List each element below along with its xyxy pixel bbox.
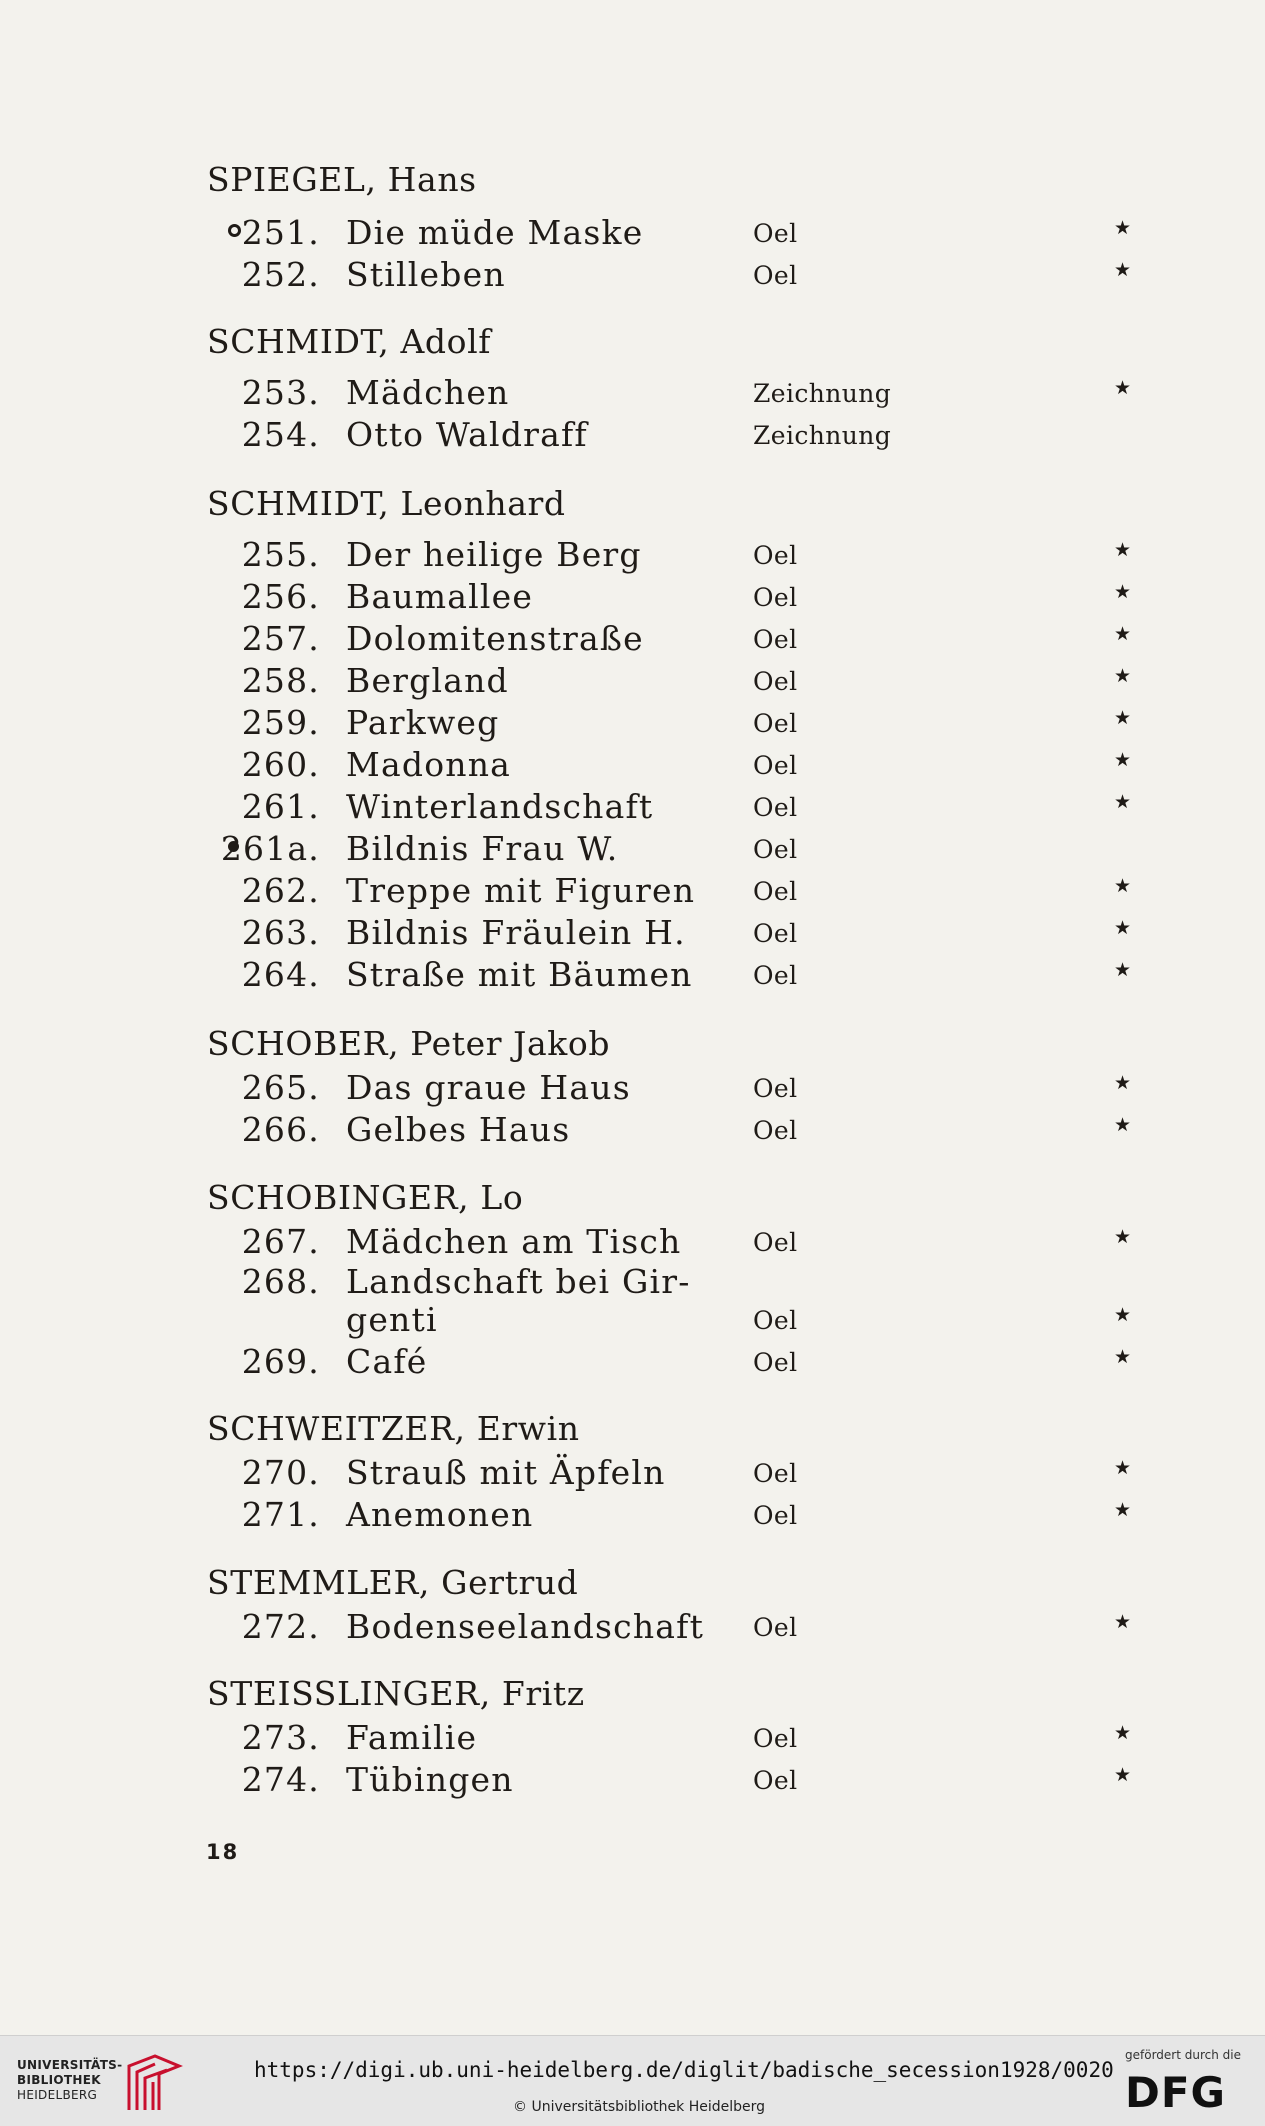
star-icon: ★	[1114, 581, 1133, 603]
entry-number: 261.	[241, 787, 320, 826]
entry-medium: Oel	[753, 1724, 798, 1753]
entry-title: Café	[346, 1342, 428, 1381]
entry-title: Gelbes Haus	[346, 1110, 571, 1149]
library-name-line: UNIVERSITÄTS-	[17, 2058, 123, 2072]
viewer-footer	[0, 2035, 1265, 2126]
entry-medium: Oel	[753, 1766, 798, 1795]
star-icon: ★	[1114, 875, 1133, 897]
star-icon: ★	[1114, 1304, 1133, 1326]
catalog-entry	[0, 745, 1265, 789]
entry-medium: Oel	[753, 1228, 798, 1257]
entry-title: Baumallee	[346, 577, 534, 616]
entry-title: Otto Waldraff	[346, 415, 588, 454]
artist-heading: SCHMIDT, Leonhard	[207, 484, 566, 523]
entry-medium: Oel	[753, 1501, 798, 1530]
catalog-entry	[0, 213, 1265, 257]
entry-title: Dolomitenstraße	[346, 619, 644, 658]
entry-number: 270.	[241, 1453, 320, 1492]
entry-medium: Oel	[753, 625, 798, 654]
entry-number: 262.	[241, 871, 320, 910]
star-icon: ★	[1114, 217, 1133, 239]
entry-number: 271.	[241, 1495, 320, 1534]
star-icon: ★	[1114, 917, 1133, 939]
star-icon: ★	[1114, 1114, 1133, 1136]
entry-medium: Oel	[753, 1348, 798, 1377]
entry-title: Bildnis Frau W.	[346, 829, 619, 868]
dfg-funding[interactable]	[1125, 2048, 1255, 2118]
catalog-entry	[0, 1068, 1265, 1112]
entry-number: 256.	[241, 577, 320, 616]
catalog-entry	[0, 373, 1265, 417]
entry-number: 251.	[241, 213, 320, 252]
entry-medium: Zeichnung	[753, 379, 892, 408]
entry-number: 255.	[241, 535, 320, 574]
entry-medium: Zeichnung	[753, 421, 892, 450]
catalog-entry	[0, 1760, 1265, 1804]
star-icon: ★	[1114, 1499, 1133, 1521]
entry-medium: Oel	[753, 961, 798, 990]
entry-number: 272.	[241, 1607, 320, 1646]
entry-medium: Oel	[753, 709, 798, 738]
library-logo[interactable]	[17, 2058, 177, 2118]
dfg-caption: gefördert durch die	[1125, 2048, 1241, 2062]
entry-number: 267.	[241, 1222, 320, 1261]
star-icon: ★	[1114, 665, 1133, 687]
entry-title: Parkweg	[346, 703, 500, 742]
entry-title: Familie	[346, 1718, 478, 1757]
entry-number: 269.	[241, 1342, 320, 1381]
entry-medium: Oel	[753, 1459, 798, 1488]
page-number: 18	[206, 1840, 240, 1864]
entry-title: Der heilige Berg	[346, 535, 642, 574]
entry-medium: Oel	[753, 583, 798, 612]
entry-medium: Oel	[753, 1116, 798, 1145]
star-icon: ★	[1114, 1346, 1133, 1368]
catalog-entry	[0, 1222, 1265, 1266]
entry-medium: Oel	[753, 219, 798, 248]
artist-heading: SCHOBER, Peter Jakob	[207, 1024, 611, 1063]
entry-title: Mädchen am Tisch	[346, 1222, 682, 1261]
artist-heading: SCHOBINGER, Lo	[207, 1178, 524, 1217]
star-icon: ★	[1114, 1072, 1133, 1094]
artist-heading: SCHWEITZER, Erwin	[207, 1409, 580, 1448]
star-icon: ★	[1114, 623, 1133, 645]
entry-medium: Oel	[753, 1613, 798, 1642]
entry-number: 253.	[241, 373, 320, 412]
entry-number: 257.	[241, 619, 320, 658]
star-icon: ★	[1114, 539, 1133, 561]
entry-medium: Oel	[753, 835, 798, 864]
entry-number: 261a.	[220, 829, 320, 868]
library-name-line: BIBLIOTHEK	[17, 2073, 101, 2087]
catalog-entry	[0, 619, 1265, 663]
entry-title: Tübingen	[346, 1760, 514, 1799]
catalog-entry	[0, 913, 1265, 957]
entry-title: Winterlandschaft	[346, 787, 654, 826]
library-emblem-icon	[125, 2052, 183, 2114]
entry-title: Stilleben	[346, 255, 506, 294]
catalog-entry	[0, 661, 1265, 705]
star-icon: ★	[1114, 377, 1133, 399]
catalog-entry	[0, 535, 1265, 579]
entry-title: Bergland	[346, 661, 509, 700]
entry-number: 252.	[241, 255, 320, 294]
artist-heading: STEMMLER, Gertrud	[207, 1563, 579, 1602]
entry-number: 259.	[241, 703, 320, 742]
star-icon: ★	[1114, 749, 1133, 771]
catalog-entry	[0, 255, 1265, 299]
copyright-notice: © Universitätsbibliothek Heidelberg	[513, 2099, 766, 2115]
entry-number: 266.	[241, 1110, 320, 1149]
entry-number: 260.	[241, 745, 320, 784]
entry-title: Strauß mit Äpfeln	[346, 1453, 666, 1492]
star-icon: ★	[1114, 1457, 1133, 1479]
entry-title: Mädchen	[346, 373, 510, 412]
catalog-entry	[0, 829, 1265, 873]
star-icon: ★	[1114, 1611, 1133, 1633]
entry-medium: Oel	[753, 877, 798, 906]
entry-number: 263.	[241, 913, 320, 952]
entry-number: 268.	[241, 1262, 320, 1301]
catalog-entry	[0, 787, 1265, 831]
star-icon: ★	[1114, 1722, 1133, 1744]
star-icon: ★	[1114, 959, 1133, 981]
entry-medium: Oel	[753, 541, 798, 570]
artist-heading: SPIEGEL, Hans	[207, 160, 477, 199]
star-icon: ★	[1114, 707, 1133, 729]
artist-heading: STEISSLINGER, Fritz	[207, 1674, 585, 1713]
catalog-entry	[0, 1495, 1265, 1539]
catalog-entry	[0, 577, 1265, 621]
entry-title: Das graue Haus	[346, 1068, 631, 1107]
library-name-line: HEIDELBERG	[17, 2088, 98, 2102]
dfg-logo: DFG	[1125, 2068, 1227, 2117]
catalog-entry	[0, 1607, 1265, 1651]
entry-number: 273.	[241, 1718, 320, 1757]
artist-heading: SCHMIDT, Adolf	[207, 322, 492, 361]
entry-number: 254.	[241, 415, 320, 454]
entry-title: Anemonen	[346, 1495, 534, 1534]
catalog-entry	[0, 1110, 1265, 1154]
entry-number: 265.	[241, 1068, 320, 1107]
entry-medium: Oel	[753, 1306, 798, 1335]
catalog-entry	[0, 1453, 1265, 1497]
entry-title: Bildnis Fräulein H.	[346, 913, 686, 952]
catalog-entry	[0, 1342, 1265, 1386]
star-icon: ★	[1114, 1226, 1133, 1248]
catalog-entry	[0, 1262, 1265, 1346]
entry-title: Madonna	[346, 745, 512, 784]
entry-medium: Oel	[753, 261, 798, 290]
entry-number: 264.	[241, 955, 320, 994]
entry-medium: Oel	[753, 667, 798, 696]
catalog-entry	[0, 871, 1265, 915]
entry-medium: Oel	[753, 1074, 798, 1103]
entry-title: Bodenseelandschaft	[346, 1607, 705, 1646]
catalog-entry	[0, 703, 1265, 747]
star-icon: ★	[1114, 1764, 1133, 1786]
entry-title: Die müde Maske	[346, 213, 644, 252]
entry-title: Straße mit Bäumen	[346, 955, 693, 994]
catalog-entry	[0, 1718, 1265, 1762]
star-icon: ★	[1114, 791, 1133, 813]
entry-medium: Oel	[753, 751, 798, 780]
entry-number: 274.	[241, 1760, 320, 1799]
entry-title: Landschaft bei Gir-	[346, 1262, 691, 1301]
catalog-entry	[0, 415, 1265, 459]
entry-medium: Oel	[753, 793, 798, 822]
entry-title-continuation: genti	[346, 1300, 438, 1339]
star-icon: ★	[1114, 259, 1133, 281]
catalog-entry	[0, 955, 1265, 999]
entry-medium: Oel	[753, 919, 798, 948]
entry-title: Treppe mit Figuren	[346, 871, 696, 910]
entry-number: 258.	[241, 661, 320, 700]
permalink-url[interactable]: https://digi.ub.uni-heidelberg.de/diglit/badische_secession1928/0020	[254, 2058, 1114, 2082]
